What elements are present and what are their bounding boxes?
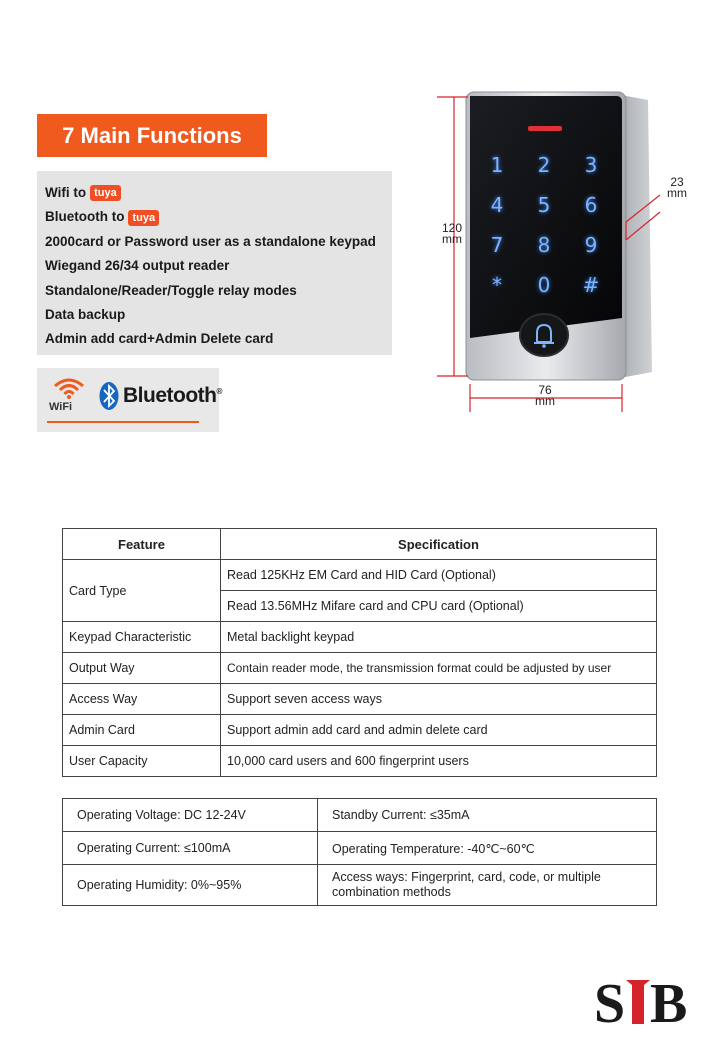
table-row [63,746,657,777]
function-item-wiegand: Wiegand 26/34 output reader [45,258,230,274]
keypad-key: 7 [490,233,504,257]
keypad-key: # [582,273,600,297]
table-row [63,653,657,684]
table-header-row [63,529,657,560]
feature-cell: Output Way [63,653,221,684]
table-row [63,622,657,653]
svg-text:B: B [650,973,688,1028]
spec-cell: Support seven access ways [221,684,657,715]
spec-cell: Read 13.56MHz Mifare card and CPU card (Optional) [221,591,657,622]
keypad-key: 6 [584,193,598,217]
spec-cell: Support admin add card and admin delete card [221,715,657,746]
keypad-device-image [0,0,720,450]
feature-cell: User Capacity [63,746,221,777]
function-item-admin-card: Admin add card+Admin Delete card [45,331,274,347]
tuya-logo: tuya [128,210,159,226]
height-dimension: 120 mm [441,221,463,246]
table-row [63,560,657,591]
keypad-key: 0 [537,273,551,297]
column-header-specification: Specification [221,529,657,560]
function-item-data-backup: Data backup [45,306,126,322]
bluetooth-label: Bluetooth® [123,384,222,407]
keypad-key: 1 [490,153,504,177]
sib-logo-mark [592,972,702,1028]
table-row [63,832,657,865]
keypad-key: 9 [584,233,598,257]
feature-cell: Access Way [63,684,221,715]
table-row [63,715,657,746]
feature-cell: Keypad Characteristic [63,622,221,653]
param-cell: Operating Temperature: -40℃~60℃ [318,832,657,865]
function-item-wifi: Wifi to tuya [45,181,392,205]
keypad-key: 8 [537,233,551,257]
keypad-key: 5 [537,193,551,217]
function-item-relay-modes: Standalone/Reader/Toggle relay modes [45,282,297,298]
spec-cell: 10,000 card users and 600 fingerprint users [221,746,657,777]
parameters-table [62,798,657,906]
param-cell: Operating Humidity: 0%~95% [63,865,318,906]
table-row [63,684,657,715]
keypad-key: 3 [584,153,598,177]
device-illustration [0,0,720,450]
width-dimension: 76 mm [535,383,555,408]
sib-logo [592,972,702,1033]
function-item-standalone: 2000card or Password user as a standalone keypad [45,233,376,249]
spec-cell: Metal backlight keypad [221,622,657,653]
param-cell: Operating Voltage: DC 12-24V [63,799,318,832]
param-cell: Standby Current: ≤35mA [318,799,657,832]
wifi-label: WiFi [49,401,73,413]
param-cell: Access ways: Fingerprint, card, code, or multiple combination methods [318,865,657,906]
depth-dimension: 23 mm [667,175,687,200]
keypad-key: 2 [537,153,551,177]
spec-cell: Contain reader mode, the transmission format could be adjusted by user [221,653,657,684]
table-row [63,865,657,906]
feature-cell: Admin Card [63,715,221,746]
keypad-key: 4 [490,193,504,217]
feature-cell: Card Type [63,560,221,622]
tuya-logo: tuya [90,185,121,201]
svg-text:S: S [594,973,626,1028]
spec-cell: Read 125KHz EM Card and HID Card (Optional) [221,560,657,591]
specification-table [62,528,657,777]
banner-title: 7 Main Functions [62,122,242,148]
keypad-key: * [492,273,502,297]
function-item-bluetooth: Bluetooth to tuya [45,205,392,229]
table-row [63,799,657,832]
param-cell: Operating Current: ≤100mA [63,832,318,865]
column-header-feature: Feature [63,529,221,560]
